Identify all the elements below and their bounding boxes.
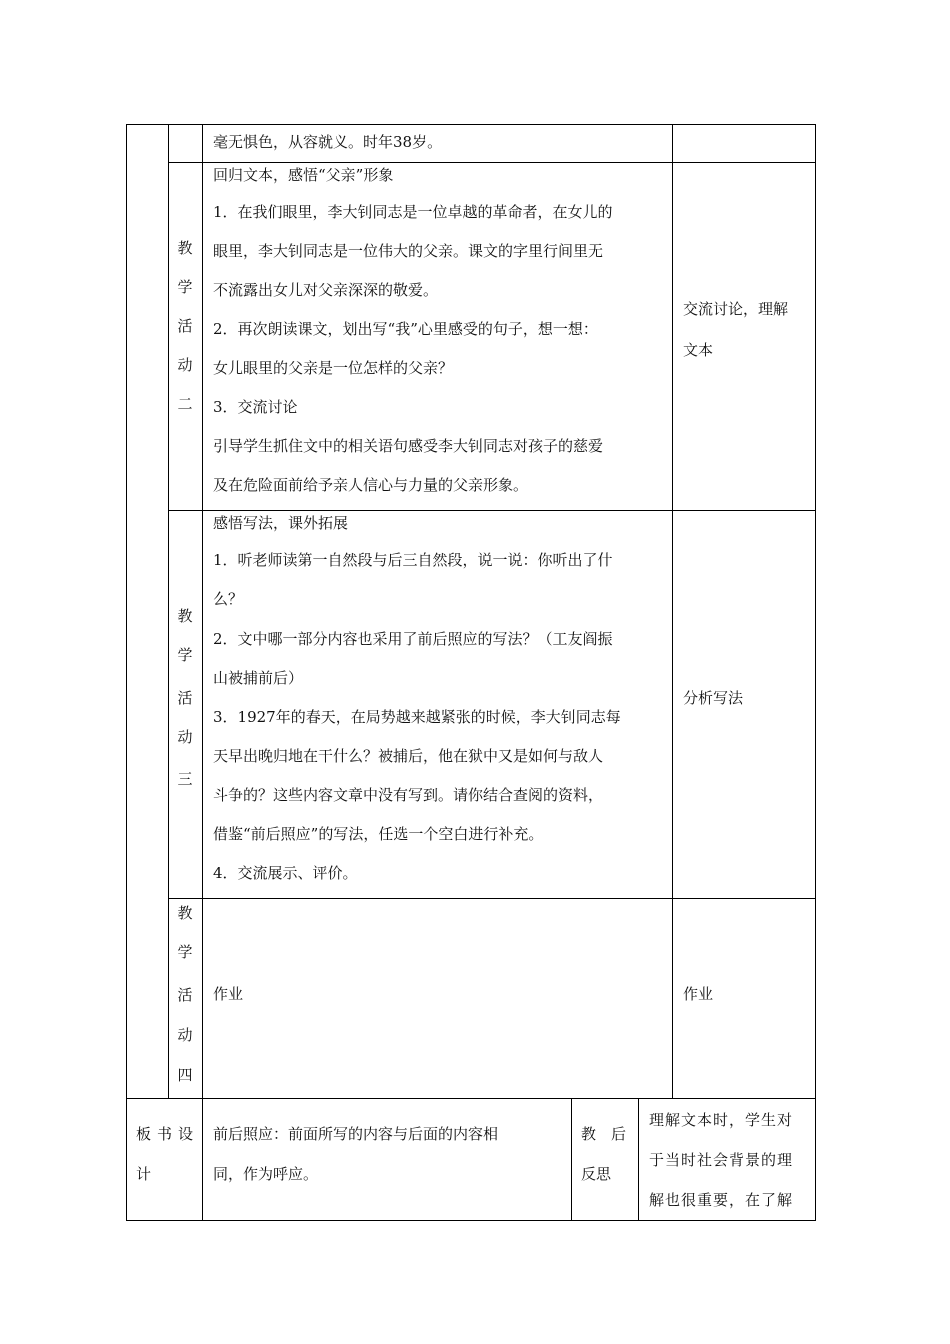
activity2-label-char: 二 [177,395,193,413]
activity2-line: 不流露出女儿对父亲深深的敬爱。 [213,281,439,299]
row0-text: 毫无惧色，从容就义。时年38岁。 [213,133,443,151]
activity2-label-char: 学 [177,278,193,296]
board-content-line: 同，作为呼应。 [213,1165,319,1183]
activity2-line: 1．在我们眼里，李大钊同志是一位卓越的革命者，在女儿的 [213,203,613,221]
activity3-label-char: 三 [177,770,193,788]
activity3-line: 天早出晚归地在干什么？被捕后，他在狱中又是如何与敌人 [213,747,604,765]
activity3-line: 借鉴“前后照应”的写法，任选一个空白进行补充。 [213,825,544,843]
activity2-line: 回归文本，感悟“父亲”形象 [213,166,394,184]
reflect-line: 解也很重要，在了解 [649,1191,794,1209]
activity2-line: 及在危险面前给予亲人信心与力量的父亲形象。 [213,476,529,494]
activity2-label-char: 动 [177,356,193,374]
board-label-line: 计 [136,1165,152,1183]
reflect-line: 理解文本时，学生对 [649,1111,794,1129]
activity4-content: 作业 [213,985,244,1003]
activity4-label-char: 四 [177,1066,193,1084]
activity3-line: 感悟写法，课外拓展 [213,514,349,532]
activity4-label-char: 学 [177,943,193,961]
activity3-line: 1．听老师读第一自然段与后三自然段，说一说：你听出了什 [213,551,613,569]
activity2-line: 眼里，李大钊同志是一位伟大的父亲。课文的字里行间里无 [213,242,604,260]
activity3-label-char: 活 [177,689,193,707]
activity3-line: 斗争的？这些内容文章中没有写到。请你结合查阅的资料， [213,786,604,804]
activity2-line: 女儿眼里的父亲是一位怎样的父亲？ [213,359,454,377]
activity2-label-char: 教 [177,239,193,257]
activity2-note-line: 文本 [683,341,714,359]
board-label-line: 板书设 [136,1125,200,1143]
activity3-line: 2．文中哪一部分内容也采用了前后照应的写法？（工友阎振 [213,630,613,648]
activity3-note-line: 分析写法 [683,689,744,707]
table-border-inner [168,124,169,1098]
table-border-left [126,124,127,1220]
activity4-note: 作业 [683,985,714,1003]
table-border-bottom [126,1220,816,1221]
activity3-label-char: 学 [177,646,193,664]
board-content-line: 前后照应：前面所写的内容与后面的内容相 [213,1125,499,1143]
reflect-label-line: 反思 [581,1165,612,1183]
activity3-line: 山被捕前后） [213,669,304,687]
activity2-label-char: 活 [177,317,193,335]
table-border-inner [672,124,673,1098]
activity3-label-char: 动 [177,728,193,746]
table-border-row [126,1098,816,1099]
activity4-label-char: 教 [177,904,193,922]
activity2-line: 3．交流讨论 [213,398,298,416]
activity2-line: 引导学生抓住文中的相关语句感受李大钊同志对孩子的慈爱 [213,437,604,455]
activity3-line: 3．1927年的春天，在局势越来越紧张的时候，李大钊同志每 [213,708,621,726]
table-border-row [168,898,816,899]
table-border-inner [638,1098,639,1220]
table-border-right [815,124,816,1220]
table-border-inner [202,124,203,1220]
activity2-line: 2．再次朗读课文，划出写“我”心里感受的句子，想一想： [213,320,598,338]
activity3-label-char: 教 [177,607,193,625]
activity2-note-line: 交流讨论，理解 [683,300,789,318]
reflect-line: 于当时社会背景的理 [649,1151,794,1169]
activity3-line: 么？ [213,590,244,608]
reflect-label-line: 教 后 [581,1125,627,1143]
table-border-inner [571,1098,572,1220]
activity4-label-char: 动 [177,1026,193,1044]
activity3-line: 4．交流展示、评价。 [213,864,358,882]
activity4-label-char: 活 [177,986,193,1004]
